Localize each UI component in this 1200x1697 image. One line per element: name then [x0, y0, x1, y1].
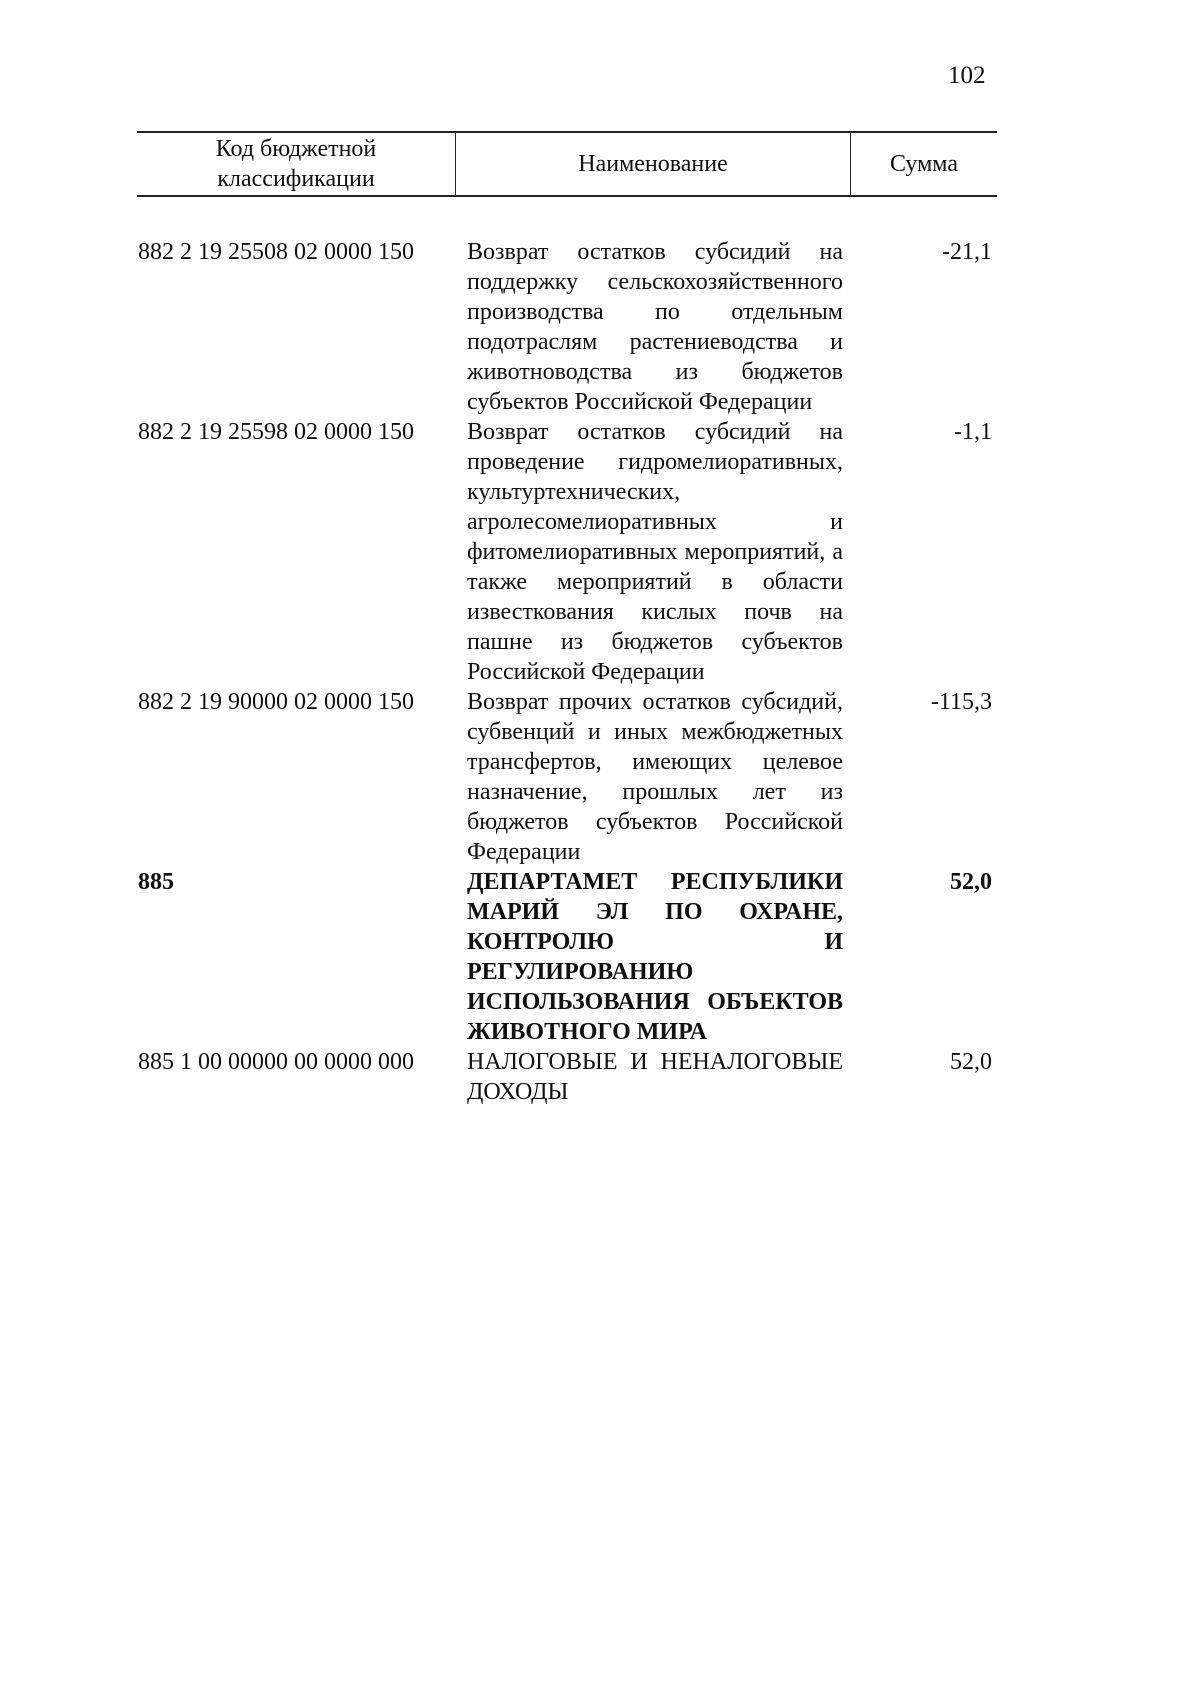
- row-code: 882 2 19 25508 02 0000 150: [138, 239, 414, 265]
- row-code: 885: [138, 869, 174, 895]
- row-sum: 52,0: [950, 869, 992, 895]
- row-code: 882 2 19 90000 02 0000 150: [138, 689, 414, 715]
- row-code: 885 1 00 00000 00 0000 000: [138, 1049, 414, 1075]
- row-sum: -1,1: [954, 419, 992, 445]
- header-name: Наименование: [456, 133, 851, 195]
- table-row: [138, 687, 1000, 867]
- table-row: [138, 417, 1000, 687]
- row-sum: 52,0: [950, 1049, 992, 1075]
- table-row: [138, 237, 1000, 417]
- table-row-department: [138, 867, 1000, 1047]
- page-number: 102: [948, 62, 986, 89]
- row-name: Возврат остатков субсидий на поддержку сельскохозяйственного производства по отдельным подотраслям растениеводства и животноводства из бюджетов субъектов Российской Федерации: [467, 239, 843, 415]
- table-header: [137, 131, 997, 197]
- row-name: НАЛОГОВЫЕ И НЕНАЛОГОВЫЕ ДОХОДЫ: [467, 1049, 843, 1105]
- table-body: [138, 237, 1000, 1107]
- row-sum: -21,1: [942, 239, 992, 265]
- row-name: Возврат прочих остатков субсидий, субвенций и иных межбюджетных трансфертов, имеющих целевое назначение, прошлых лет из бюджетов субъектов Российской Федерации: [467, 689, 843, 865]
- row-sum: -115,3: [930, 689, 992, 715]
- row-name: ДЕПАРТАМЕТ РЕСПУБЛИКИ МАРИЙ ЭЛ ПО ОХРАНЕ, КОНТРОЛЮ И РЕГУЛИРОВАНИЮ ИСПОЛЬЗОВАНИЯ ОБЪЕКТОВ ЖИВОТНОГО МИРА: [467, 869, 843, 1045]
- row-name: Возврат остатков субсидий на проведение гидромелиоративных, культуртехнических, агролесомелиоративных и фитомелиоративных мероприятий, а также мероприятий в области известкования кислых почв на пашне из бюджетов субъектов Российской Федерации: [467, 419, 843, 685]
- row-code: 882 2 19 25598 02 0000 150: [138, 419, 414, 445]
- table-row: [138, 1047, 1000, 1107]
- header-code: Код бюджетной классификации: [137, 133, 456, 195]
- header-sum: Сумма: [890, 151, 958, 177]
